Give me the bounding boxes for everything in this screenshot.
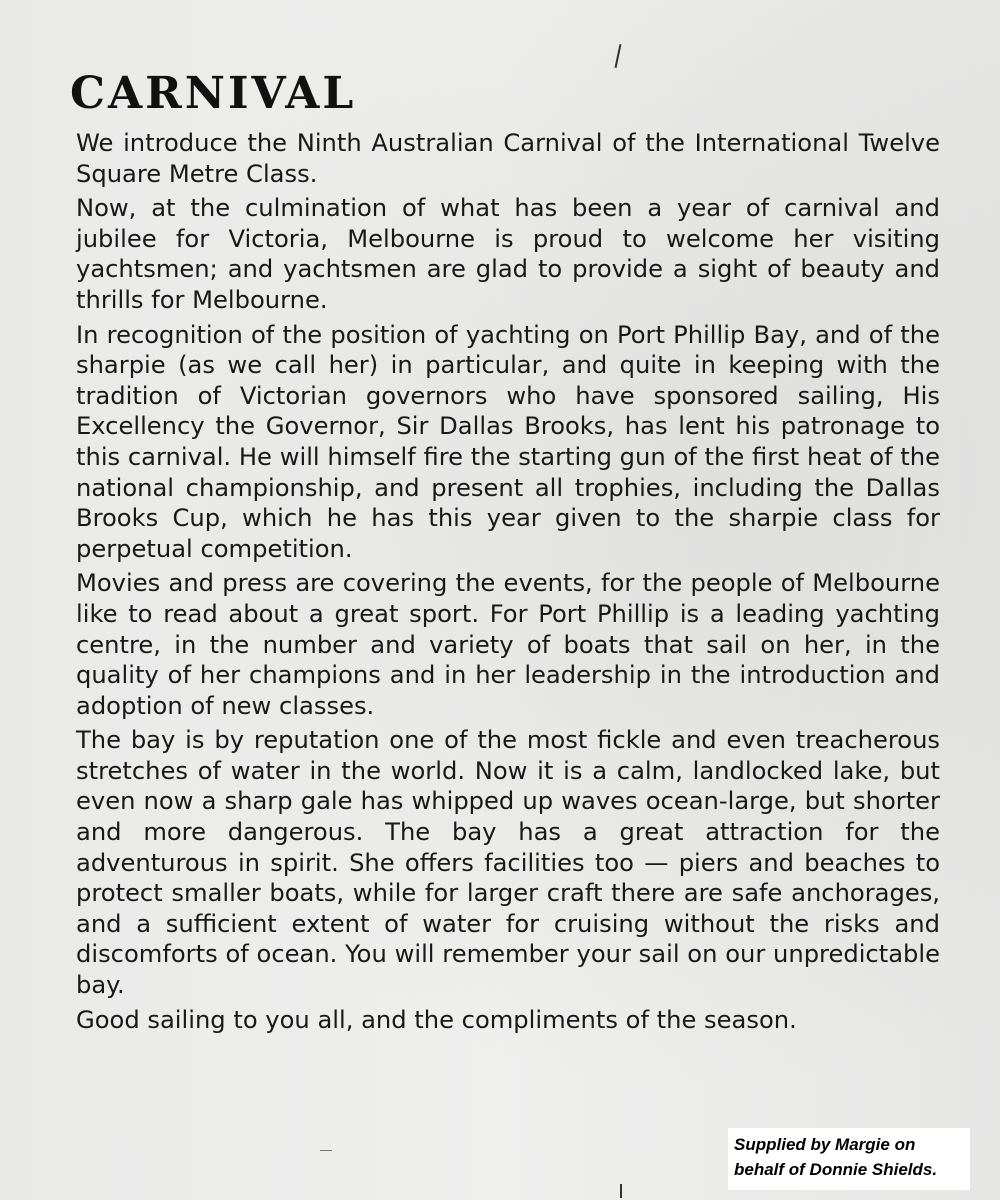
scan-speck-top: [615, 44, 622, 68]
credit-line-2: behalf of Donnie Shields.: [734, 1160, 938, 1179]
credit-box: [728, 1128, 970, 1190]
scan-speck-bottom: [620, 1184, 622, 1198]
paragraph-press: Movies and press are covering the events, for the people of Melbourne like to read about a great sport. For Port Phillip is a leading yachting centre, in the number and variety of boats that sail on her, in the quality of her champions and in her leadership in the introduction and adoption of new classes.: [76, 569, 940, 720]
paragraph-bay: The bay is by reputation one of the most fickle and even treacherous stretches of water in the world. Now it is a calm, landlocked lake, but even now a sharp gale has whipped up waves ocean-large, but shorter and more dangerous. The bay has a great attraction for the adventurous in spirit. She offers facilities too — piers and beaches to protect smaller boats, while for larger craft there are safe anchorages, and a sufficient extent of water for cruising without the risks and discomforts of ocean. You will remember your sail on our unpredictable bay.: [76, 726, 940, 1000]
scan-speck-dash: [320, 1150, 332, 1151]
page-title: CARNIVAL: [70, 68, 357, 119]
credit-line-1: Supplied by Margie on: [734, 1135, 916, 1154]
article-body: [76, 128, 940, 1039]
paragraph-closing: Good sailing to you all, and the compliments of the season.: [76, 1005, 797, 1034]
paragraph-welcome: Now, at the culmination of what has been a year of carnival and jubilee for Victoria, Melbourne is proud to welcome her visiting yachtsmen; and yachtsmen are glad to provide a sight of beauty and thrills for Melbourne.: [76, 194, 940, 314]
paragraph-intro: We introduce the Ninth Australian Carnival of the International Twelve Square Metre Class.: [76, 129, 940, 188]
paragraph-patronage: In recognition of the position of yachting on Port Phillip Bay, and of the sharpie (as we call her) in particular, and quite in keeping with the tradition of Victorian governors who have sponsored sailing, His Excellency the Governor, Sir Dallas Brooks, has lent his patronage to this carnival. He will himself fire the starting gun of the first heat of the national championship, and present all trophies, including the Dallas Brooks Cup, which he has this year given to the sharpie class for perpetual competition.: [76, 320, 940, 563]
